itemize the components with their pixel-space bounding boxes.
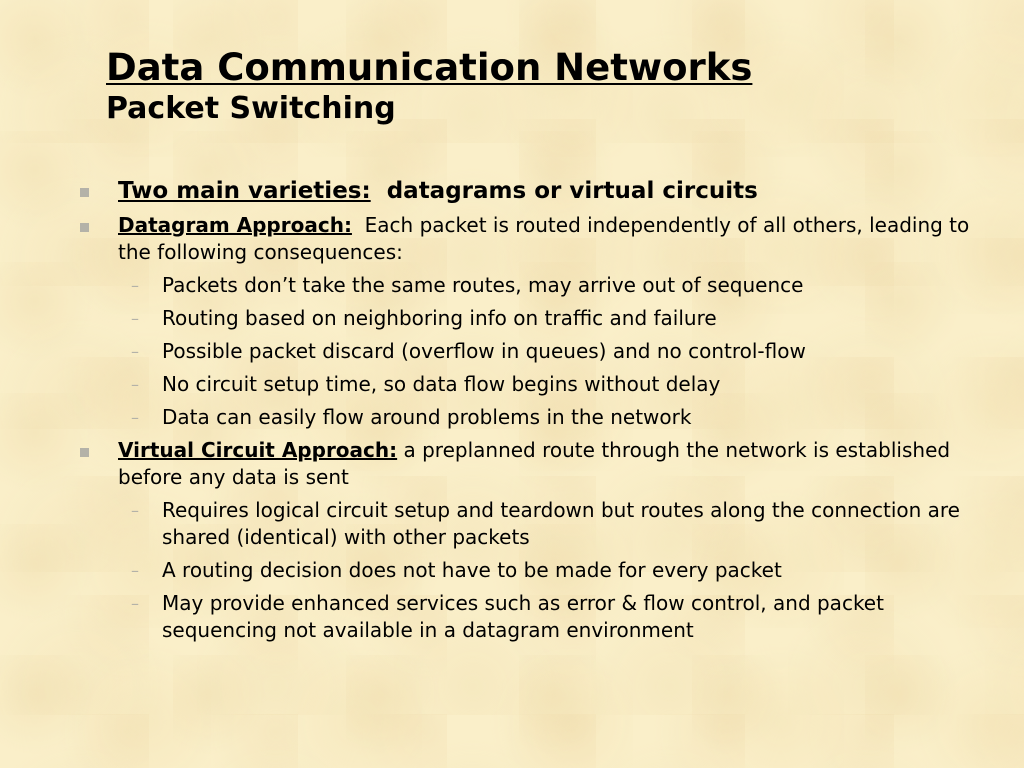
bullet-lead: Datagram Approach: — [118, 213, 352, 237]
dash-bullet-icon: – — [131, 501, 139, 520]
title-block — [106, 46, 986, 128]
dash-bullet-icon: – — [131, 561, 139, 580]
sub-bullet-item — [80, 497, 1000, 551]
sub-bullet-item — [80, 404, 1000, 431]
sub-bullet-item — [80, 338, 1000, 365]
bullet-text: Each packet is routed independently of all others, leading to the following consequences: — [118, 213, 970, 264]
dash-bullet-icon: – — [131, 375, 139, 394]
dash-bullet-icon: – — [131, 408, 139, 427]
slide-title: Data Communication Networks — [106, 46, 753, 89]
bullet-lead: Two main varieties: — [118, 178, 371, 204]
square-bullet-icon — [80, 448, 89, 457]
sub-bullet-text: Routing based on neighboring info on traffic and failure — [162, 306, 717, 330]
sub-bullet-item — [80, 590, 1000, 644]
slide-subtitle: Packet Switching — [106, 91, 396, 126]
sub-bullet-text: Requires logical circuit setup and teardown but routes along the connection are shared (identical) with other packets — [162, 498, 960, 549]
dash-bullet-icon: – — [131, 342, 139, 361]
bullet-item — [80, 176, 1000, 206]
sub-bullet-item — [80, 272, 1000, 299]
bullet-text: a preplanned route through the network is established before any data is sent — [118, 438, 951, 489]
dash-bullet-icon: – — [131, 276, 139, 295]
sub-bullet-text: May provide enhanced services such as error & flow control, and packet sequencing not available in a datagram environment — [162, 591, 884, 642]
bullet-text: datagrams or virtual circuits — [386, 178, 758, 204]
sub-bullet-text: A routing decision does not have to be made for every packet — [162, 558, 782, 582]
bullet-list — [80, 176, 1000, 650]
bullet-item — [80, 437, 1000, 491]
dash-bullet-icon: – — [131, 309, 139, 328]
square-bullet-icon — [80, 223, 89, 232]
sub-bullet-item — [80, 371, 1000, 398]
sub-bullet-text: No circuit setup time, so data flow begins without delay — [162, 372, 721, 396]
dash-bullet-icon: – — [131, 594, 139, 613]
sub-bullet-item — [80, 557, 1000, 584]
sub-bullet-text: Data can easily flow around problems in the network — [162, 405, 692, 429]
bullet-item — [80, 212, 1000, 266]
sub-bullet-item — [80, 305, 1000, 332]
bullet-lead: Virtual Circuit Approach: — [118, 438, 398, 462]
square-bullet-icon — [80, 188, 89, 197]
sub-bullet-text: Packets don’t take the same routes, may arrive out of sequence — [162, 273, 804, 297]
sub-bullet-text: Possible packet discard (overflow in queues) and no control-flow — [162, 339, 806, 363]
